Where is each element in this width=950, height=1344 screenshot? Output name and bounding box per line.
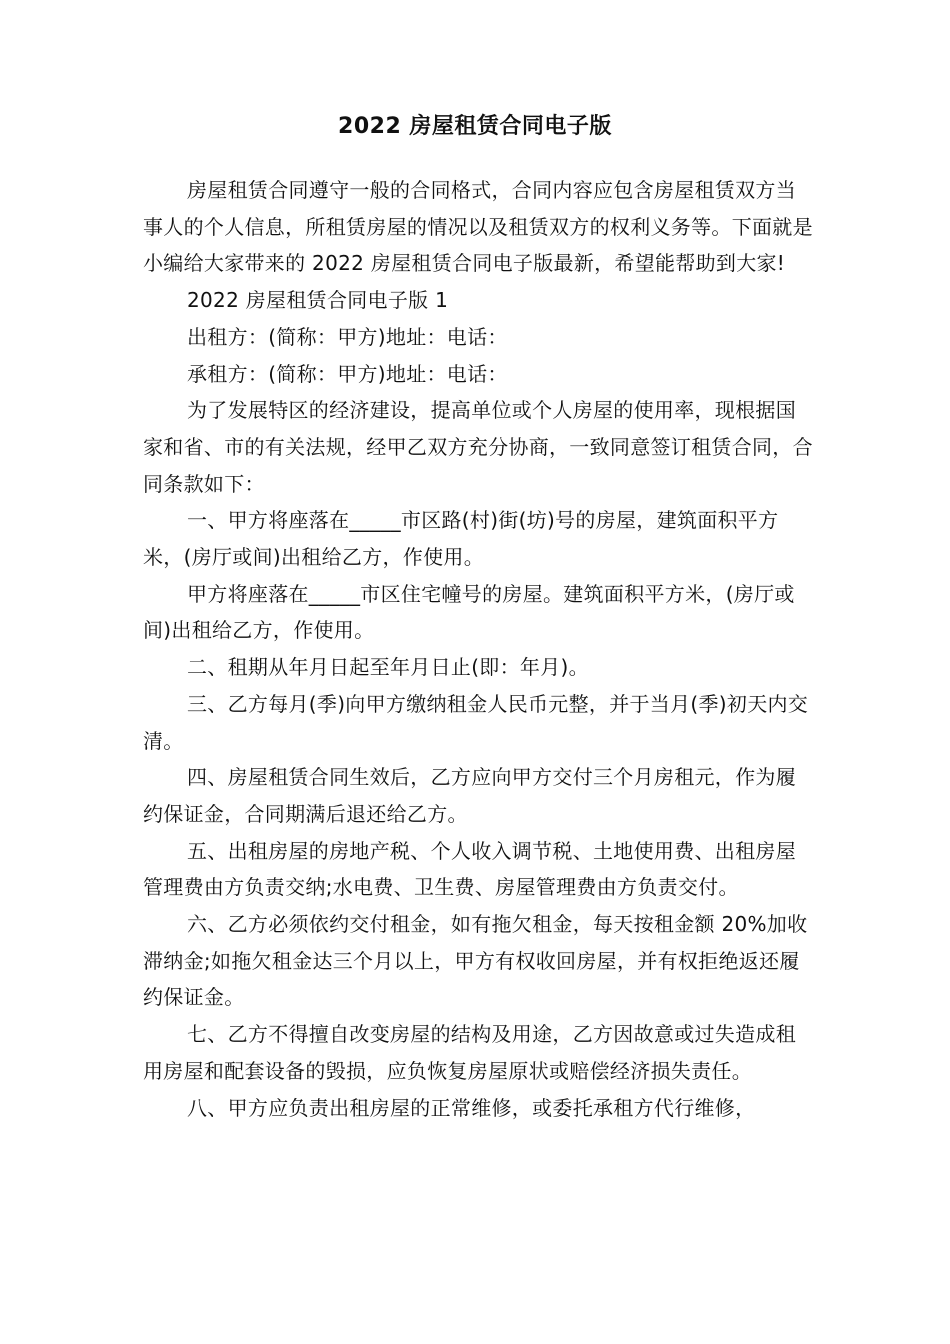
paragraph-intro: 房屋租赁合同遵守一般的合同格式，合同内容应包含房屋租赁双方当事人的个人信息，所租赁房屋的情况以及租赁双方的权利义务等。下面就是小编给大家带来的 2022 房屋租赁合同电子版最新，希望能帮助到大家! bbox=[143, 178, 813, 276]
paragraph-clause-2: 二、租期从年月日起至年月日止(即：年月)。 bbox=[187, 655, 589, 680]
paragraph-lessee: 承租方：(简称：甲方)地址：电话： bbox=[187, 361, 508, 386]
document-title: 2022 房屋租赁合同电子版 bbox=[338, 114, 612, 139]
paragraph-clause-6: 六、乙方必须依约交付租金，如有拖欠租金，每天按租金额 20%加收滞纳金;如拖欠租金达三个月以上，甲方有权收回房屋，并有权拒绝返还履约保证金。 bbox=[143, 912, 808, 1010]
paragraph-subtitle: 2022 房屋租赁合同电子版 1 bbox=[187, 288, 449, 313]
paragraph-preamble: 为了发展特区的经济建设，提高单位或个人房屋的使用率，现根据国家和省、市的有关法规，经甲乙双方充分协商，一致同意签订租赁合同，合同条款如下： bbox=[143, 398, 813, 496]
document-body bbox=[143, 172, 813, 1126]
paragraph-clause-1: 一、甲方将座落在_____市区路(村)街(坊)号的房屋，建筑面积平方米，(房厅或间)出租给乙方，作使用。 bbox=[143, 508, 779, 570]
paragraph-clause-8: 八、甲方应负责出租房屋的正常维修，或委托承租方代行维修， bbox=[187, 1095, 756, 1120]
paragraph-clause-4: 四、房屋租赁合同生效后，乙方应向甲方交付三个月房租元，作为履约保证金，合同期满后退还给乙方。 bbox=[143, 765, 796, 826]
paragraph-clause-7: 七、乙方不得擅自改变房屋的结构及用途，乙方因故意或过失造成租用房屋和配套设备的毁损，应负恢复房屋原状或赔偿经济损失责任。 bbox=[143, 1022, 796, 1083]
paragraph-clause-5: 五、出租房屋的房地产税、个人收入调节税、土地使用费、出租房屋管理费由方负责交纳;水电费、卫生费、房屋管理费由方负责交付。 bbox=[143, 838, 796, 900]
paragraph-clause-3: 三、乙方每月(季)向甲方缴纳租金人民币元整，并于当月(季)初天内交清。 bbox=[143, 691, 809, 753]
paragraph-clause-1b: 甲方将座落在_____市区住宅幢号的房屋。建筑面积平方米，(房厅或间)出租给乙方，作使用。 bbox=[143, 581, 795, 643]
paragraph-lessor: 出租方：(简称：甲方)地址：电话： bbox=[187, 324, 508, 349]
